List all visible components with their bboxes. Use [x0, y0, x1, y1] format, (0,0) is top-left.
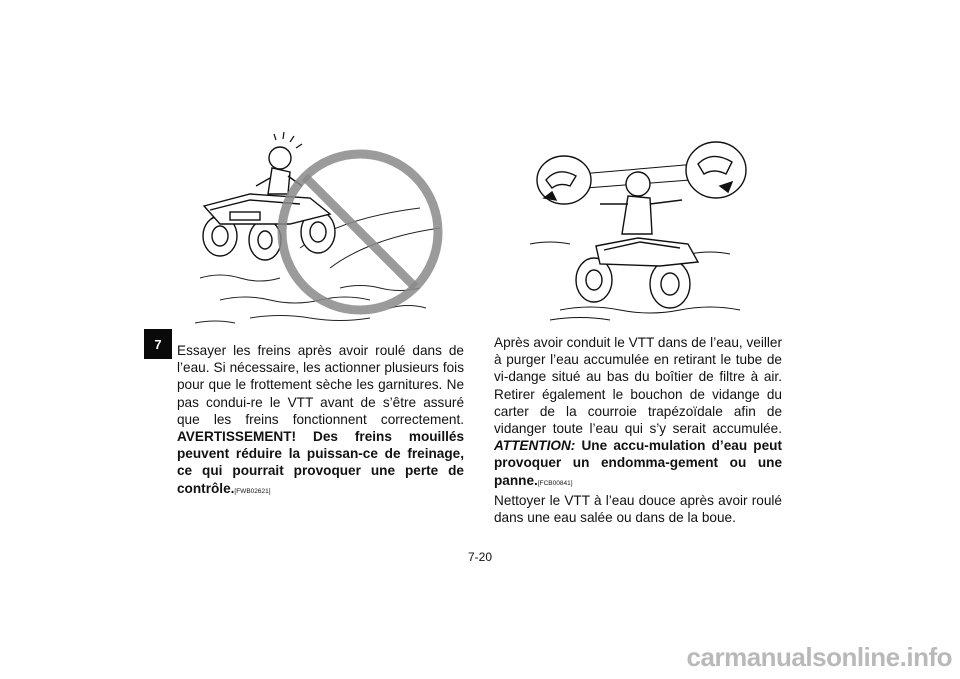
- warning-code: [FWB02621]: [234, 487, 271, 495]
- watermark: carmanualsonline.info: [686, 642, 952, 672]
- attention-label: ATTENTION:: [494, 438, 576, 454]
- attention-code: [FCB00841]: [537, 479, 573, 487]
- atv-braking-hands-icon: [520, 134, 760, 324]
- cleaning-paragraph: Nettoyer le VTT à l’eau douce après avoir roulé dans une eau salée ou dans de la boue.: [494, 492, 782, 526]
- page-number: 7-20: [467, 550, 493, 564]
- right-text-column: [494, 334, 782, 526]
- water-drain-paragraph: [494, 334, 782, 492]
- left-text-column: [177, 342, 464, 500]
- brake-check-paragraph: [177, 342, 464, 500]
- brake-check-intro: Essayer les freins après avoir roulé dans de l’eau. Si nécessaire, les actionner plusieurs fois pour que le frottement sèche les garnitures. Ne pas condui-re le VTT avant de s’être assuré que les freins fonctionnent correctement.: [177, 343, 464, 427]
- atv-in-water-prohibited-icon: [190, 128, 470, 336]
- warning-label: AVERTISSEMENT!: [177, 429, 297, 445]
- attention-text: Une accu-mulation d’eau peut provoquer un endomma-gement ou une panne.: [494, 438, 782, 488]
- chapter-tab: 7: [144, 329, 172, 359]
- warning-text: Des freins mouillés peuvent réduire la puissan-ce de freinage, ce qui pourrait provoquer une perte de contrôle.: [177, 429, 465, 496]
- atv-brake-drying-illustration: [520, 134, 760, 324]
- atv-water-prohibited-illustration: [190, 128, 470, 336]
- water-drain-intro: Après avoir conduit le VTT dans de l’eau, veiller à purger l’eau accumulée en retirant le tube de vi-dange situé au bas du boîtier de filtre à air. Retirer également le bouchon de vidange du carter de la courroie trapézoïdale afin de vidanger toute l’eau qui s’y serait accumulée.: [494, 335, 782, 437]
